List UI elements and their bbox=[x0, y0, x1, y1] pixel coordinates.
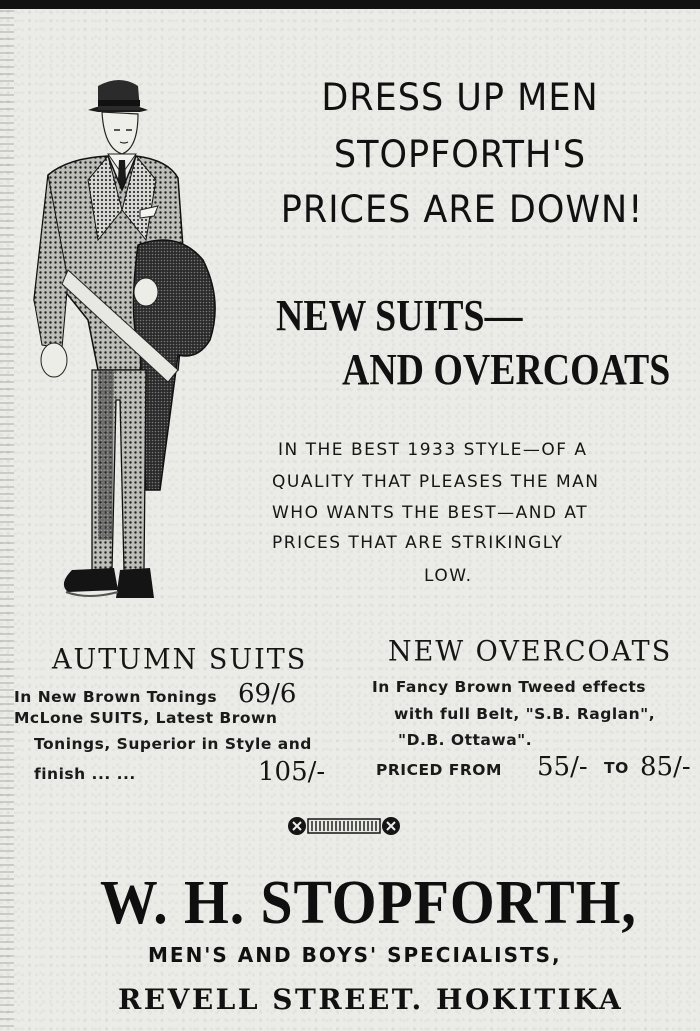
overcoats-line-2: with full Belt, "S.B. Raglan", bbox=[394, 705, 656, 723]
autumn-price-2: 105/- bbox=[258, 757, 326, 787]
overcoats-priced-from: PRICED FROM bbox=[376, 761, 502, 779]
man-in-suit-illustration bbox=[28, 70, 233, 620]
autumn-line-2: McLone SUITS, Latest Brown bbox=[14, 709, 278, 727]
store-tagline: MEN'S AND BOYS' SPECIALISTS, bbox=[148, 943, 562, 967]
headline-line-2: STOPFORTH'S bbox=[333, 133, 587, 177]
top-rule bbox=[0, 0, 700, 9]
overcoats-line-1: In Fancy Brown Tweed effects bbox=[372, 678, 646, 696]
store-name: W. H. STOPFORTH, bbox=[100, 869, 637, 937]
ornamental-divider bbox=[285, 813, 403, 839]
feature-line-2: AND OVERCOATS bbox=[342, 345, 671, 394]
store-address: REVELL STREET. HOKITIKA bbox=[118, 983, 624, 1016]
autumn-price-1: 69/6 bbox=[238, 679, 297, 709]
description-line-3: WHO WANTS THE BEST—AND AT bbox=[272, 503, 589, 523]
description-line-2: QUALITY THAT PLEASES THE MAN bbox=[272, 472, 600, 492]
overcoats-line-3: "D.B. Ottawa". bbox=[398, 731, 533, 749]
scan-edge bbox=[0, 10, 14, 1031]
overcoats-price-high: 85/- bbox=[640, 752, 691, 782]
autumn-line-1: In New Brown Tonings bbox=[14, 688, 218, 706]
overcoats-title: NEW OVERCOATS bbox=[388, 635, 673, 668]
overcoats-to: TO bbox=[604, 759, 629, 777]
headline-line-3: PRICES ARE DOWN! bbox=[280, 188, 644, 232]
autumn-suits-title: AUTUMN SUITS bbox=[52, 643, 308, 676]
feature-line-1: NEW SUITS— bbox=[276, 291, 523, 340]
description-line-4: PRICES THAT ARE STRIKINGLY bbox=[272, 533, 564, 553]
overcoats-price-low: 55/- bbox=[537, 752, 588, 782]
description-line-5: LOW. bbox=[424, 566, 473, 586]
headline-line-1: DRESS UP MEN bbox=[321, 76, 599, 120]
autumn-line-4: finish ... ... bbox=[34, 765, 136, 783]
description-line-1: IN THE BEST 1933 STYLE—OF A bbox=[278, 440, 588, 460]
autumn-line-3: Tonings, Superior in Style and bbox=[34, 735, 312, 753]
